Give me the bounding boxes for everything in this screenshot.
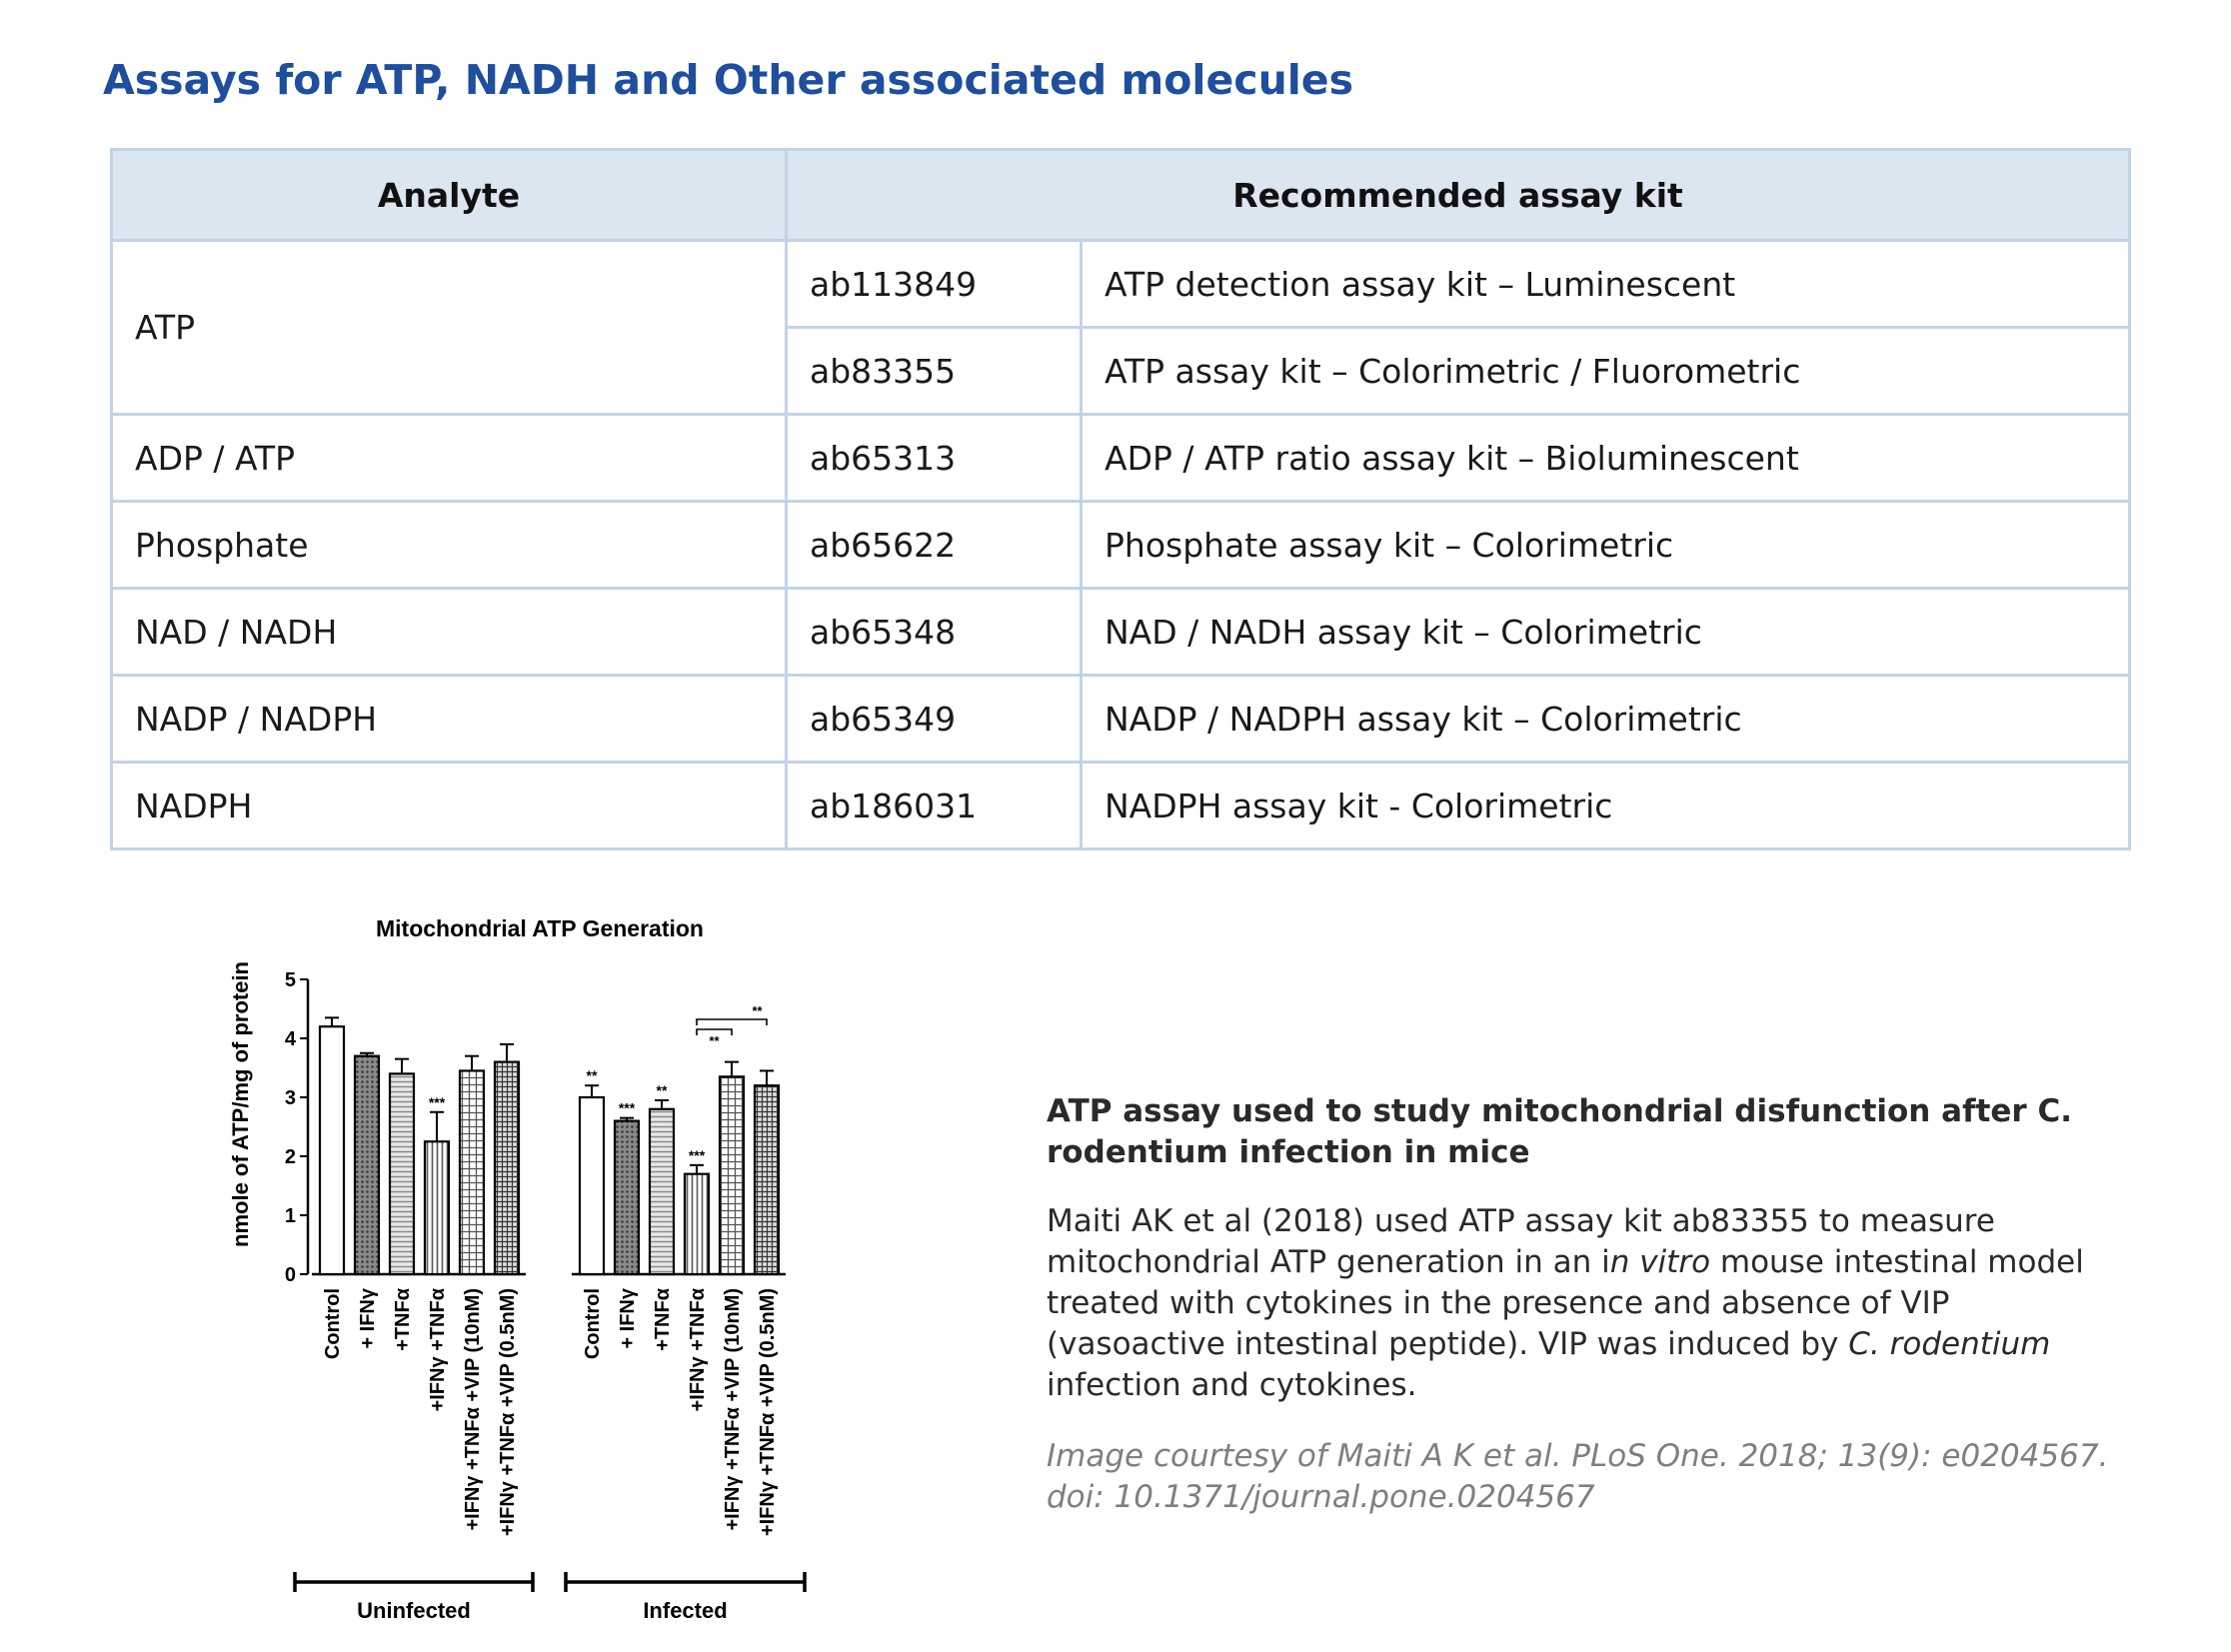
y-axis-label: nmole of ATP/mg of protein (228, 961, 253, 1247)
bar (460, 1070, 484, 1274)
analyte-cell: NADP / NADPH (112, 676, 787, 763)
kit-name-cell: ADP / ATP ratio assay kit – Bioluminescent (1082, 415, 2130, 502)
table-row (112, 763, 2130, 849)
kit-code-cell: ab113849 (787, 241, 1082, 328)
header-recommended-kit: Recommended assay kit (787, 150, 2130, 241)
bar (720, 1076, 744, 1274)
chart-title: Mitochondrial ATP Generation (376, 915, 704, 941)
analyte-cell: NAD / NADH (112, 589, 787, 676)
bar (320, 1026, 344, 1274)
group-label: Infected (643, 1598, 728, 1623)
bracket-mark: ** (752, 1003, 763, 1018)
x-tick-label: +IFNγ +TNFα (427, 1288, 449, 1412)
y-tick-label: 4 (284, 1028, 296, 1050)
bars (320, 1003, 779, 1274)
kit-code-cell: ab65313 (787, 415, 1082, 502)
table-header-row (112, 150, 2130, 241)
x-tick-label: +TNFα (652, 1288, 674, 1351)
caption-body (1047, 1201, 2126, 1406)
analyte-cell: NADPH (112, 763, 787, 849)
assay-table (110, 148, 2131, 850)
caption-body-italic: n vitro (1609, 1244, 1711, 1280)
kit-code-cell: ab83355 (787, 328, 1082, 415)
significance-mark: ** (656, 1081, 668, 1098)
table-row (112, 241, 2130, 328)
atp-bar-chart (200, 899, 860, 1639)
caption-body-part: infection and cytokines. (1047, 1367, 1417, 1403)
y-tick-label: 5 (284, 969, 296, 991)
x-tick-label: +IFNγ +TNFα (687, 1288, 709, 1412)
bar (650, 1109, 674, 1274)
bar (495, 1062, 519, 1274)
analyte-cell: Phosphate (112, 502, 787, 589)
x-tick-label: +IFNγ +TNFα +VIP (0.5nM) (497, 1288, 519, 1537)
bar (580, 1097, 604, 1274)
kit-name-cell: ATP detection assay kit – Luminescent (1082, 241, 2130, 328)
kit-code-cell: ab65348 (787, 589, 1082, 676)
bracket-mark: ** (709, 1033, 720, 1048)
group-brackets (295, 1572, 805, 1623)
significance-mark: *** (688, 1146, 706, 1163)
kit-code-cell: ab65349 (787, 676, 1082, 763)
x-tick-label: +IFNγ +TNFα +VIP (10nM) (722, 1288, 744, 1531)
group-label: Uninfected (357, 1598, 471, 1623)
x-tick-label: Control (322, 1288, 344, 1360)
bar (390, 1073, 414, 1274)
figure-caption (1047, 1091, 2126, 1518)
analyte-cell: ADP / ATP (112, 415, 787, 502)
header-analyte: Analyte (112, 150, 787, 241)
significance-mark: *** (428, 1093, 446, 1110)
kit-name-cell: NADPH assay kit - Colorimetric (1082, 763, 2130, 849)
bar (425, 1141, 449, 1274)
x-tick-label: +IFNγ +TNFα +VIP (10nM) (462, 1288, 484, 1531)
x-tick-label: Control (582, 1288, 604, 1360)
chart-svg (200, 899, 860, 1639)
bar (685, 1174, 709, 1274)
kit-name-cell: NAD / NADH assay kit – Colorimetric (1082, 589, 2130, 676)
caption-title: ATP assay used to study mitochondrial disfunction after C. rodentium infection in mice (1047, 1093, 2073, 1170)
x-tick-label: + IFNγ (357, 1288, 379, 1349)
x-tick-label: +IFNγ +TNFα +VIP (0.5nM) (757, 1288, 779, 1537)
x-tick-label: +TNFα (392, 1288, 414, 1351)
table-row (112, 589, 2130, 676)
significance-mark: *** (618, 1099, 636, 1116)
caption-body-italic: C. rodentium (1848, 1326, 2051, 1362)
bar (615, 1121, 639, 1274)
table-row (112, 415, 2130, 502)
bar (355, 1056, 379, 1274)
kit-name-cell: Phosphate assay kit – Colorimetric (1082, 502, 2130, 589)
significance-bracket (697, 1019, 767, 1025)
x-tick-label: + IFNγ (617, 1288, 639, 1349)
y-tick-label: 2 (284, 1146, 296, 1168)
image-credit: Image courtesy of Maiti A K et al. PLoS One. 2018; 13(9): e0204567. doi: 10.1371/journal.pone.0204567 (1047, 1438, 2109, 1515)
y-tick-label: 1 (284, 1205, 296, 1227)
table-row (112, 502, 2130, 589)
y-tick-label: 0 (284, 1264, 296, 1286)
kit-code-cell: ab65622 (787, 502, 1082, 589)
x-tick-labels (322, 1287, 779, 1536)
caption-body-part: mouse intestinal model treated with cytokines in the presence and absence of VIP (vasoactive intestinal peptide). VIP was induced by (1047, 1244, 2084, 1362)
caption-body-part: Maiti AK et al (2018) used ATP assay kit ab83355 to measure mitochondrial ATP generation in an i (1047, 1203, 1995, 1280)
table-row (112, 676, 2130, 763)
significance-mark: ** (586, 1067, 598, 1084)
kit-code-cell: ab186031 (787, 763, 1082, 849)
analyte-cell: ATP (112, 241, 787, 415)
kit-name-cell: NADP / NADPH assay kit – Colorimetric (1082, 676, 2130, 763)
page-title: Assays for ATP, NADH and Other associated molecules (103, 56, 1354, 104)
bar (755, 1085, 779, 1274)
kit-name-cell: ATP assay kit – Colorimetric / Fluorometric (1082, 328, 2130, 415)
y-tick-label: 3 (284, 1087, 296, 1109)
